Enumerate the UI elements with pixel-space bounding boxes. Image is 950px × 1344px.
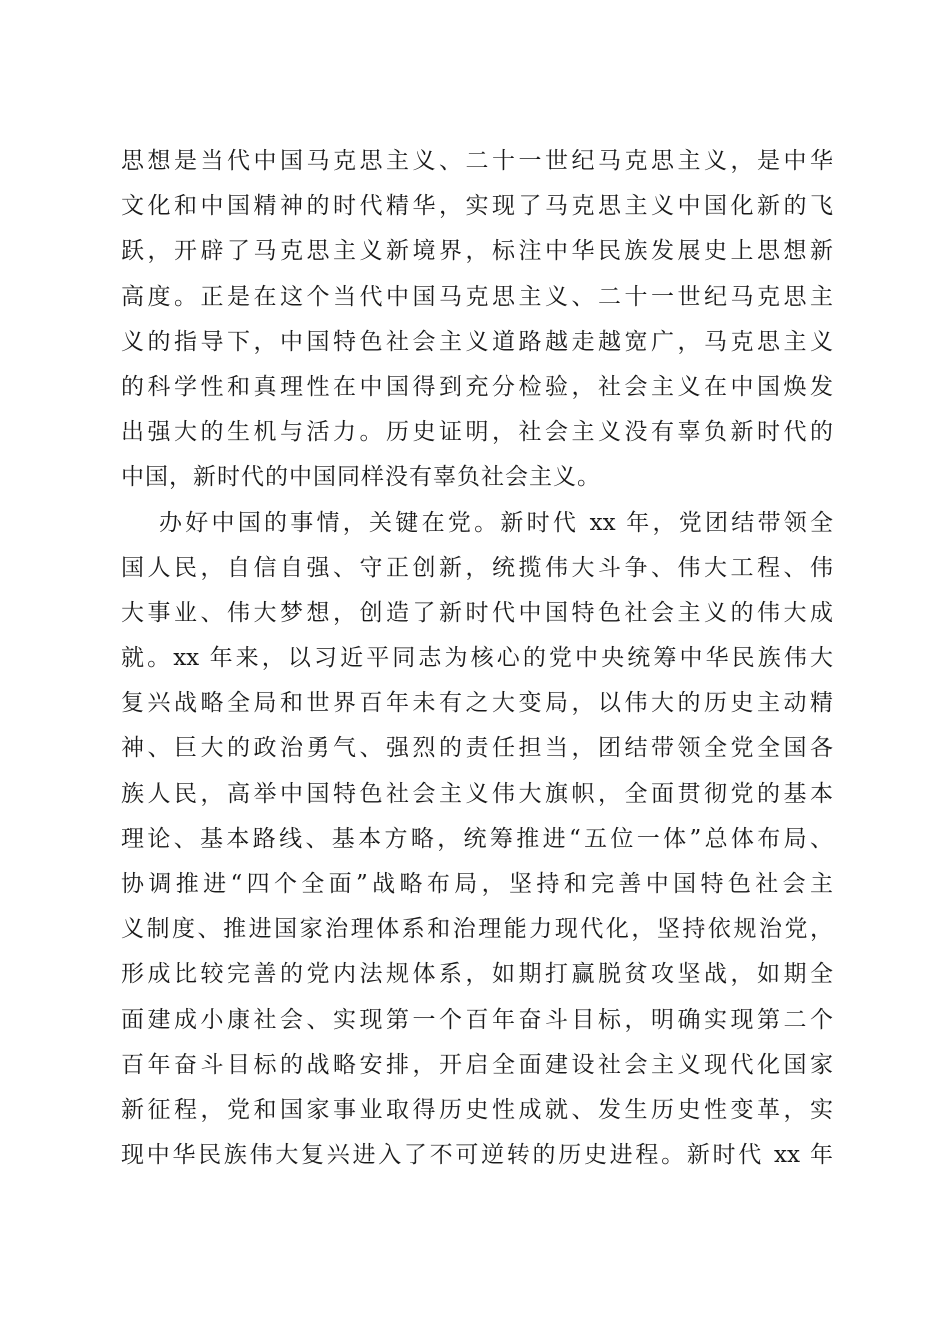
text-line: 族人民，高举中国特色社会主义伟大旗帜，全面贯彻党的基本 xyxy=(121,780,833,807)
text-line-paragraph-start: 办好中国的事情，关键在党。新时代 xx 年，党团结带领全 xyxy=(159,509,833,536)
text-line: 现中华民族伟大复兴进入了不可逆转的历史进程。新时代 xx 年 xyxy=(121,1142,833,1169)
text-line: 文化和中国精神的时代精华，实现了马克思主义中国化新的飞 xyxy=(121,193,833,220)
text-line: 的科学性和真理性在中国得到充分检验，社会主义在中国焕发 xyxy=(121,373,833,400)
text-line: 复兴战略全局和世界百年未有之大变局，以伟大的历史主动精 xyxy=(121,690,833,717)
text-line: 百年奋斗目标的战略安排，开启全面建设社会主义现代化国家 xyxy=(121,1051,833,1078)
text-line: 面建成小康社会、实现第一个百年奋斗目标，明确实现第二个 xyxy=(121,1006,833,1033)
text-line: 跃，开辟了马克思主义新境界，标注中华民族发展史上思想新 xyxy=(121,238,833,265)
text-line: 形成比较完善的党内法规体系，如期打赢脱贫攻坚战，如期全 xyxy=(121,961,833,988)
text-line: 出强大的生机与活力。历史证明，社会主义没有辜负新时代的 xyxy=(121,419,833,446)
text-line: 就。xx 年来，以习近平同志为核心的党中央统筹中华民族伟大 xyxy=(121,645,833,672)
text-line: 高度。正是在这个当代中国马克思主义、二十一世纪马克思主 xyxy=(121,283,833,310)
text-line: 义的指导下，中国特色社会主义道路越走越宽广，马克思主义 xyxy=(121,328,833,355)
text-line-paragraph-end: 中国，新时代的中国同样没有辜负社会主义。 xyxy=(121,464,601,491)
text-line: 大事业、伟大梦想，创造了新时代中国特色社会主义的伟大成 xyxy=(121,599,833,626)
text-line: 神、巨大的政治勇气、强烈的责任担当，团结带领全党全国各 xyxy=(121,735,833,762)
text-line: 义制度、推进国家治理体系和治理能力现代化，坚持依规治党， xyxy=(121,916,833,943)
text-line: 理论、基本路线、基本方略，统筹推进“五位一体”总体布局、 xyxy=(121,825,833,852)
text-line: 协调推进“四个全面”战略布局，坚持和完善中国特色社会主 xyxy=(121,871,833,897)
text-line: 国人民，自信自强、守正创新，统揽伟大斗争、伟大工程、伟 xyxy=(121,554,833,581)
text-line: 新征程，党和国家事业取得历史性成就、发生历史性变革，实 xyxy=(121,1096,833,1123)
body-text xyxy=(121,139,833,1178)
text-line: 思想是当代中国马克思主义、二十一世纪马克思主义，是中华 xyxy=(121,148,833,174)
